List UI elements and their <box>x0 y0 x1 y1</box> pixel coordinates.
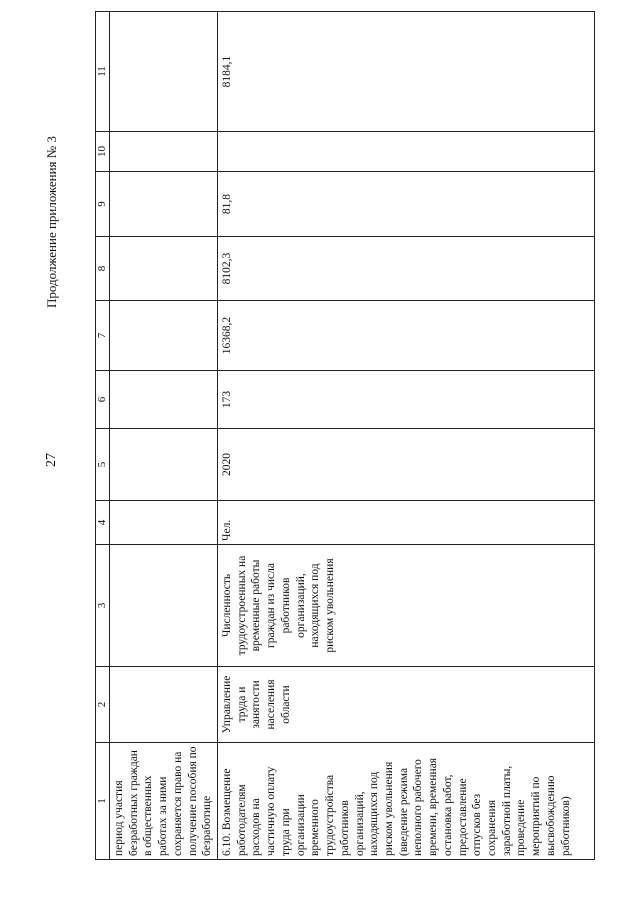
value-cell <box>110 172 218 237</box>
value-cell <box>110 132 218 172</box>
indicator-name: Численность трудоустроенных на временные работы граждан из числа работников организаций, находящихся под риском увольнения <box>218 545 595 667</box>
responsible-executor <box>110 667 218 743</box>
value-cell: 2020 <box>218 429 595 501</box>
continuation-caption: Продолжение приложения № 3 <box>44 136 59 308</box>
value-cell <box>110 429 218 501</box>
table-row <box>218 12 595 860</box>
value-cell: 8184,1 <box>218 12 595 132</box>
value-cell <box>110 12 218 132</box>
value-cell: 173 <box>218 371 595 429</box>
budget-table <box>95 11 595 860</box>
column-number: 11 <box>96 12 110 132</box>
value-cell: 16368,2 <box>218 301 595 371</box>
column-number: 1 <box>96 743 110 860</box>
page-number: 27 <box>44 453 59 467</box>
measure-description: 6.10. Возмещение работодателям расходов на частичную оплату труда при организации временного трудоустройства работников организаций, находящихся под риском увольнения (введение режима неполного рабочего времени, временная остановка работ, предоставление отпусков без сохранения заработной платы, проведение мероприятий по высвобождению работников) <box>218 743 595 860</box>
column-number: 5 <box>96 429 110 501</box>
value-cell: 81,8 <box>218 172 595 237</box>
value-cell <box>110 371 218 429</box>
column-number-row <box>96 12 110 860</box>
responsible-executor: Управление труда и занятости населения области <box>218 667 595 743</box>
column-number: 3 <box>96 545 110 667</box>
value-cell <box>218 132 595 172</box>
column-number: 6 <box>96 371 110 429</box>
column-number: 10 <box>96 132 110 172</box>
indicator-name <box>110 545 218 667</box>
column-number: 2 <box>96 667 110 743</box>
column-number: 7 <box>96 301 110 371</box>
column-number: 9 <box>96 172 110 237</box>
unit-cell <box>110 501 218 545</box>
column-number: 4 <box>96 501 110 545</box>
table-row <box>110 12 218 860</box>
value-cell: 8102,3 <box>218 237 595 301</box>
unit-cell: Чел. <box>218 501 595 545</box>
value-cell <box>110 301 218 371</box>
value-cell <box>110 237 218 301</box>
measure-description: период участия безработных граждан в общественных работах за ними сохраняется право на получение пособия по безработице <box>110 743 218 860</box>
column-number: 8 <box>96 237 110 301</box>
